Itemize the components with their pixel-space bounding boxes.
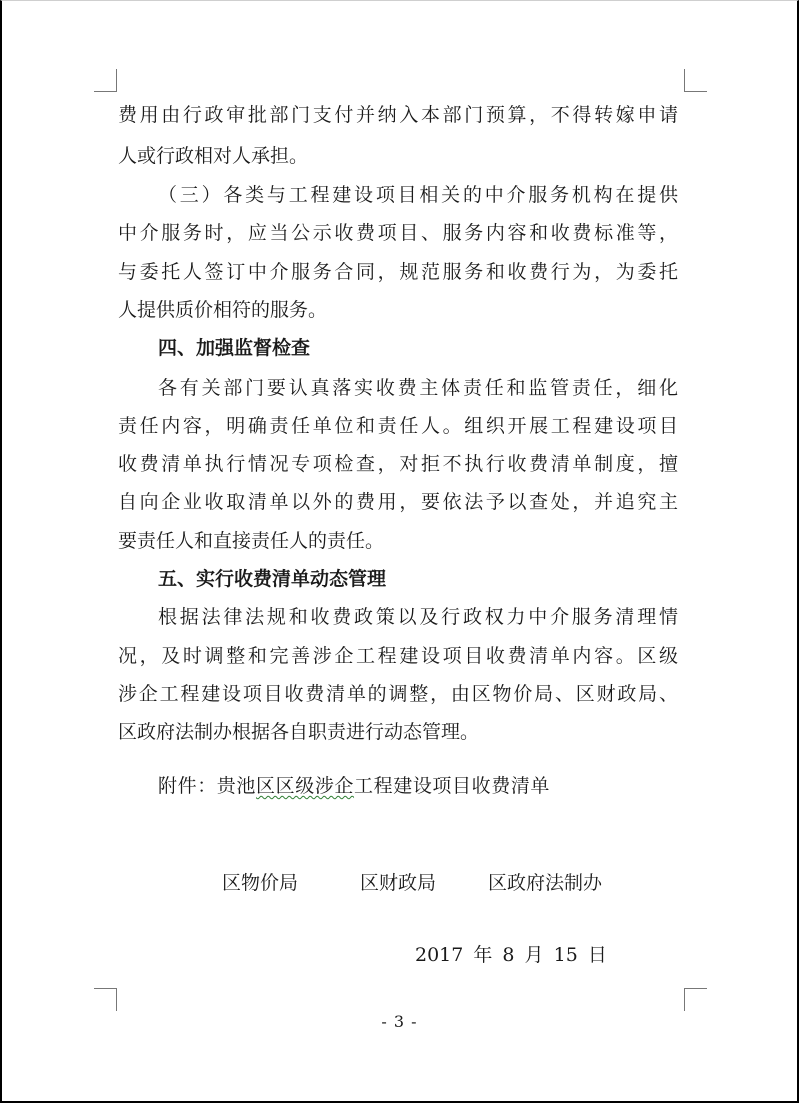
attachment-prefix: 附件：贵池 bbox=[158, 775, 257, 797]
crop-mark-bottom-left bbox=[94, 988, 117, 1011]
paragraph-line: 中介服务时，应当公示收费项目、服务内容和收费标准等， bbox=[118, 222, 678, 244]
section-heading-4: 四、加强监督检查 bbox=[158, 337, 311, 359]
attachment-line bbox=[158, 773, 678, 799]
paragraph-line: 况，及时调整和完善涉企工程建设项目收费清单内容。区级 bbox=[118, 645, 678, 667]
paragraph-line: 要责任人和直接责任人的责任。 bbox=[118, 530, 385, 552]
crop-mark-top-right bbox=[684, 69, 707, 92]
crop-mark-bottom-right bbox=[684, 988, 707, 1011]
crop-mark-top-left bbox=[94, 69, 117, 92]
attachment-suffix: 工程建设项目收费清单 bbox=[354, 775, 551, 797]
paragraph-line: 人提供质价相符的服务。 bbox=[118, 299, 328, 321]
signature-block bbox=[222, 868, 642, 896]
paragraph-line: 自向企业收取清单以外的费用，要依法予以查处，并追究主 bbox=[118, 491, 678, 513]
paragraph-line: 与委托人签订中介服务合同，规范服务和收费行为，为委托 bbox=[118, 261, 678, 283]
signature-price-bureau: 区物价局 bbox=[222, 872, 299, 894]
signature-legal-office: 区政府法制办 bbox=[488, 872, 603, 894]
document-date: 2017 年 8 月 15 日 bbox=[415, 944, 607, 966]
paragraph-line: 人或行政相对人承担。 bbox=[118, 145, 309, 167]
paragraph-line: 涉企工程建设项目收费清单的调整，由区物价局、区财政局、 bbox=[118, 683, 678, 705]
section-heading-5: 五、实行收费清单动态管理 bbox=[158, 568, 387, 590]
paragraph-line: （三）各类与工程建设项目相关的中介服务机构在提供 bbox=[158, 184, 678, 206]
paragraph-line: 费用由行政审批部门支付并纳入本部门预算，不得转嫁申请 bbox=[118, 104, 678, 126]
page-number: - 3 - bbox=[381, 1012, 418, 1031]
signature-finance-bureau: 区财政局 bbox=[360, 872, 437, 894]
paragraph-line: 根据法律法规和收费政策以及行政权力中介服务清理情 bbox=[158, 606, 678, 628]
paragraph-line: 责任内容，明确责任单位和责任人。组织开展工程建设项目 bbox=[118, 415, 678, 437]
paragraph-line: 各有关部门要认真落实收费主体责任和监管责任，细化 bbox=[158, 377, 678, 399]
paragraph-line: 区政府法制办根据各自职责进行动态管理。 bbox=[118, 721, 480, 743]
spellcheck-underlined-text: 区区级涉企 bbox=[256, 775, 355, 797]
paragraph-line: 收费清单执行情况专项检查，对拒不执行收费清单制度，擅 bbox=[118, 453, 678, 475]
